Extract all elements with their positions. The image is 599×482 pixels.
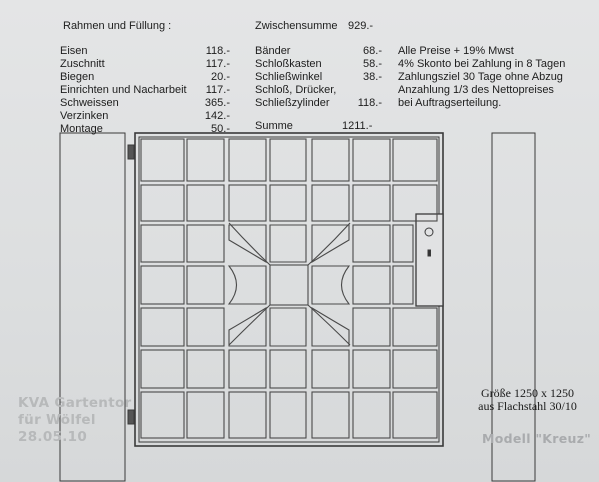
grid-cell [270, 350, 306, 388]
grid-cell [393, 350, 437, 388]
gate-frame [135, 133, 443, 446]
grid-cell [353, 308, 390, 346]
grid-cell [393, 225, 413, 262]
gate-cross-pattern [229, 223, 350, 345]
cost-value-verzinken: 142.- [204, 110, 230, 122]
note-line: Zahlungsziel 30 Tage ohne Abzug [398, 71, 563, 83]
grid-cell-curved [312, 266, 349, 304]
cost-label-biegen: Biegen [60, 71, 95, 83]
grid-cell [270, 185, 306, 221]
grid-cell [393, 392, 437, 438]
grid-cell [187, 392, 224, 438]
cost-label-schweissen: Schweissen [60, 97, 119, 109]
note-line: bei Auftragserteilung. [398, 97, 502, 109]
cross-arm [308, 223, 350, 265]
cross-center [270, 265, 308, 305]
grid-cell [393, 308, 437, 346]
subtotal-value: 929.- [348, 20, 374, 32]
total-value: 1211.- [342, 120, 373, 132]
grid-cell [187, 266, 224, 304]
stamp-line: für Wölfel [18, 412, 96, 428]
grid-cell [353, 266, 390, 304]
grid-cell [187, 139, 224, 181]
grid-cell-curved [229, 266, 266, 304]
grid-cell [312, 139, 349, 181]
grid-cell-curved [270, 225, 306, 262]
cost-label-baender: Bänder [255, 45, 291, 57]
cost-value-schlosskasten: 58.- [363, 58, 382, 70]
cost-value-montage: 50.- [211, 123, 230, 135]
hinge-bottom [128, 410, 134, 424]
grid-cell [187, 308, 224, 346]
total-label: Summe [255, 120, 293, 132]
cost-label-schliesszylinder: Schließzylinder [255, 97, 330, 109]
spec-material: aus Flachstahl 30/10 [478, 399, 577, 413]
grid-cell [187, 350, 224, 388]
grid-cell [229, 350, 266, 388]
grid-cell [312, 392, 349, 438]
subtotal-label: Zwischensumme [255, 20, 338, 32]
grid-cell [187, 185, 224, 221]
model-label: Modell "Kreuz" [482, 431, 592, 446]
stamp-line: KVA Gartentor [18, 395, 132, 411]
cost-value-zuschnitt: 117.- [205, 58, 230, 70]
grid-cell [353, 392, 390, 438]
grid-cell [141, 350, 184, 388]
grid-cell-curved [270, 308, 306, 346]
grid-cell [353, 185, 390, 221]
grid-cell [270, 139, 306, 181]
cost-label-verzinken: Verzinken [60, 110, 109, 122]
cost-value-einrichten: 117.- [205, 84, 230, 96]
cost-label-schloss-druecker: Schloß, Drücker, [255, 84, 337, 96]
keyhole-icon [428, 250, 431, 256]
cost-value-eisen: 118.- [205, 45, 230, 57]
grid-cell [187, 225, 224, 262]
grid-cell [141, 185, 184, 221]
hinge-top [128, 145, 134, 159]
cost-label-zuschnitt: Zuschnitt [60, 58, 105, 70]
cost-value-schliesszylinder: 118.- [357, 97, 382, 109]
grid-cell [229, 392, 266, 438]
note-line: 4% Skonto bei Zahlung in 8 Tagen [398, 58, 566, 70]
gate-grid [141, 139, 437, 438]
grid-cell [141, 139, 184, 181]
grid-cell [353, 139, 390, 181]
cost-label-montage: Montage [60, 123, 103, 135]
cost-label-schlosskasten: Schloßkasten [255, 58, 322, 70]
grid-cell [393, 139, 437, 181]
grid-cell [141, 225, 184, 262]
section-title: Rahmen und Füllung : [63, 20, 172, 32]
cost-value-biegen: 20.- [211, 71, 230, 83]
grid-cell [229, 139, 266, 181]
grid-cell [312, 350, 349, 388]
spec-size: Größe 1250 x 1250 [481, 386, 574, 400]
note-line: Alle Preise + 19% Mwst [398, 45, 514, 57]
grid-cell [312, 185, 349, 221]
cost-label-einrichten: Einrichten und Nacharbeit [60, 84, 187, 96]
grid-cell [141, 392, 184, 438]
grid-cell [141, 266, 184, 304]
cross-arm [229, 305, 270, 345]
stamp-line: 28.05.10 [18, 429, 88, 445]
grid-cell [229, 185, 266, 221]
grid-cell [353, 350, 390, 388]
cost-value-schliesswinkel: 38.- [363, 71, 382, 83]
grid-cell [141, 308, 184, 346]
grid-cell [270, 392, 306, 438]
cost-label-eisen: Eisen [60, 45, 88, 57]
cost-value-schweissen: 365.- [204, 97, 230, 109]
grid-cell [353, 225, 390, 262]
grid-cell [393, 266, 413, 304]
note-line: Anzahlung 1/3 des Nettopreises [398, 84, 554, 96]
cross-arm [308, 305, 350, 345]
cost-label-schliesswinkel: Schließwinkel [255, 71, 323, 83]
right-post [492, 133, 535, 481]
cost-value-baender: 68.- [363, 45, 382, 57]
